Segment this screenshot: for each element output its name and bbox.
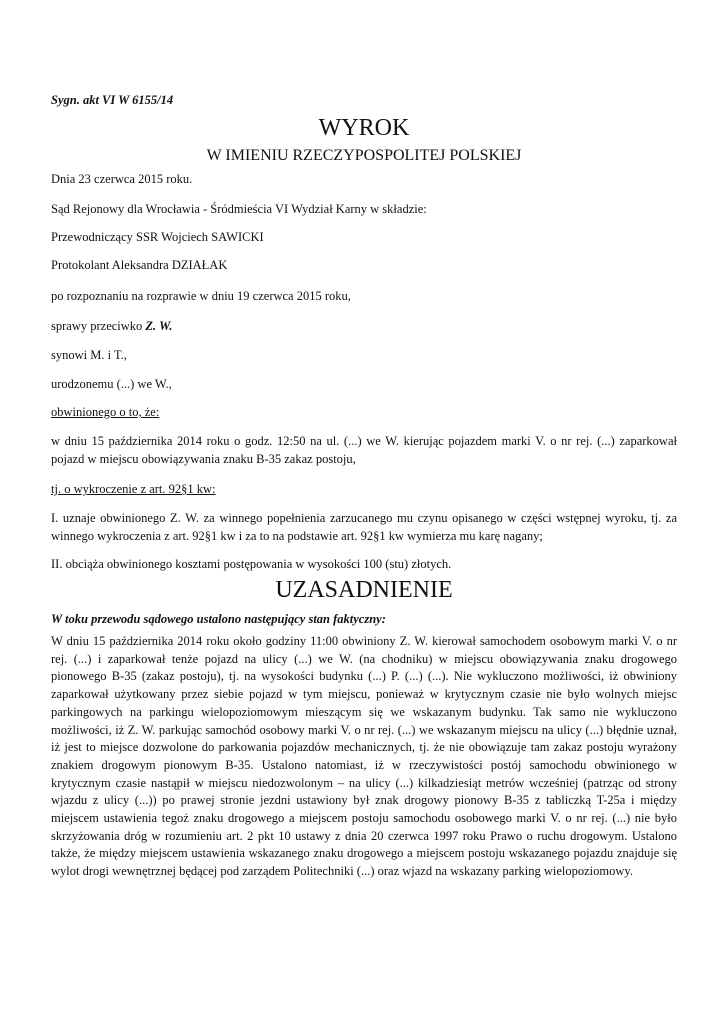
court-composition: Sąd Rejonowy dla Wrocławia - Śródmieścia VI Wydział Karny w składzie: bbox=[51, 202, 427, 216]
defendant-birth: urodzonemu (...) we W., bbox=[51, 377, 172, 391]
case-against bbox=[51, 318, 677, 335]
defendant-name: Z. W. bbox=[145, 319, 173, 333]
justification-body: W dniu 15 października 2014 roku około godziny 11:00 obwiniony Z. W. kierował samochodem osobowym marki V. o nr rej. (...) i zaparkował tenże pojazd na ulicy (...) we W. (na chodniku) w miejscu obowiązywania znaku drogowego pionowego B-35 (zakaz postoju), tj. na wysokości budynku (...) P. (...) (...). Nie wykluczono możliwości, iż obwiniony zaparkował użytkowany przez siebie pojazd w tym miejscu, ponieważ w krytycznym czasie nie było wolnych miejsc parkingowych na parkingu wielopoziomowym mieszącym się we wskazanym budynku. Tak samo nie wykluczono możliwości, iż Z. W. parkując samochód osobowy marki V. o nr rej. (...) we wskazanym miejscu na ulicy (...) błędnie uznał, iż jest to miejsce dozwolone do parkowania pojazdów mechanicznych, tj. że nie obowiązuje tam zakaz postoju wyrażony znakiem drogowym pionowym B-35. Ustalono natomiast, iż w rzeczywistości postój samochodu obwinionego w krytycznym czasie nastąpił w miejscu niedozwolonym – na ulicy (...) kilkadziesiąt metrów wcześniej (patrząc od strony wjazdu z ulicy (...)) po prawej stronie jezdni ustawiony był znak drogowy pionowy B-35 z tabliczką T-25a i między miejscem ustawienia tegoż znaku drogowego a miejscem postoju samochodu osobowego marki V. o nr rej. (...) nie było skrzyżowania dróg w rozumieniu art. 2 pkt 10 ustawy z dnia 20 czerwca 1997 roku Prawo o ruchu drogowym. Ustalono także, że między miejscem ustawienia wskazanego znaku drogowego a miejscem postoju wskazanego pojazdu znajduje się wylot drogi wewnętrznej będącej pod zarządem Politechniki (...) oraz wjazd na wskazany parking wielopoziomowy. bbox=[51, 634, 677, 879]
verdict-title: WYROK bbox=[318, 115, 410, 141]
offence-heading: tj. o wykroczenie z art. 92§1 kw: bbox=[51, 482, 216, 496]
case-against-prefix: sprawy przeciwko bbox=[51, 319, 146, 333]
charge-description: w dniu 15 października 2014 roku o godz. 12:50 na ul. (...) we W. kierując pojazdem marki V. o nr rej. (...) zaparkował pojazd w miejscu obowiązywania znaku B-35 zakaz postoju, bbox=[51, 434, 677, 466]
justification-subheading: W toku przewodu sądowego ustalono następujący stan faktyczny: bbox=[51, 612, 386, 626]
verdict-point-1: I. uznaje obwinionego Z. W. za winnego popełnienia zarzucanego mu czynu opisanego w części wstępnej wyroku, tj. za winnego wykroczenia z art. 92§1 kw i za to na podstawie art. 92§1 kw wymierza mu karę nagany; bbox=[51, 511, 677, 543]
verdict-subtitle: W IMIENIU RZECZYPOSPOLITEJ POLSKIEJ bbox=[206, 147, 522, 164]
hearing-date: po rozpoznaniu na rozprawie w dniu 19 czerwca 2015 roku, bbox=[51, 289, 351, 303]
court-clerk: Protokolant Aleksandra DZIAŁAK bbox=[51, 258, 228, 272]
verdict-point-2: II. obciąża obwinionego kosztami postępowania w wysokości 100 (stu) złotych. bbox=[51, 557, 452, 571]
verdict-date: Dnia 23 czerwca 2015 roku. bbox=[51, 172, 193, 186]
case-number: Sygn. akt VI W 6155/14 bbox=[51, 93, 174, 107]
justification-title: UZASADNIENIE bbox=[275, 577, 453, 603]
charged-heading: obwinionego o to, że: bbox=[51, 405, 160, 419]
defendant-parents: synowi M. i T., bbox=[51, 348, 127, 362]
presiding-judge: Przewodniczący SSR Wojciech SAWICKI bbox=[51, 230, 264, 244]
